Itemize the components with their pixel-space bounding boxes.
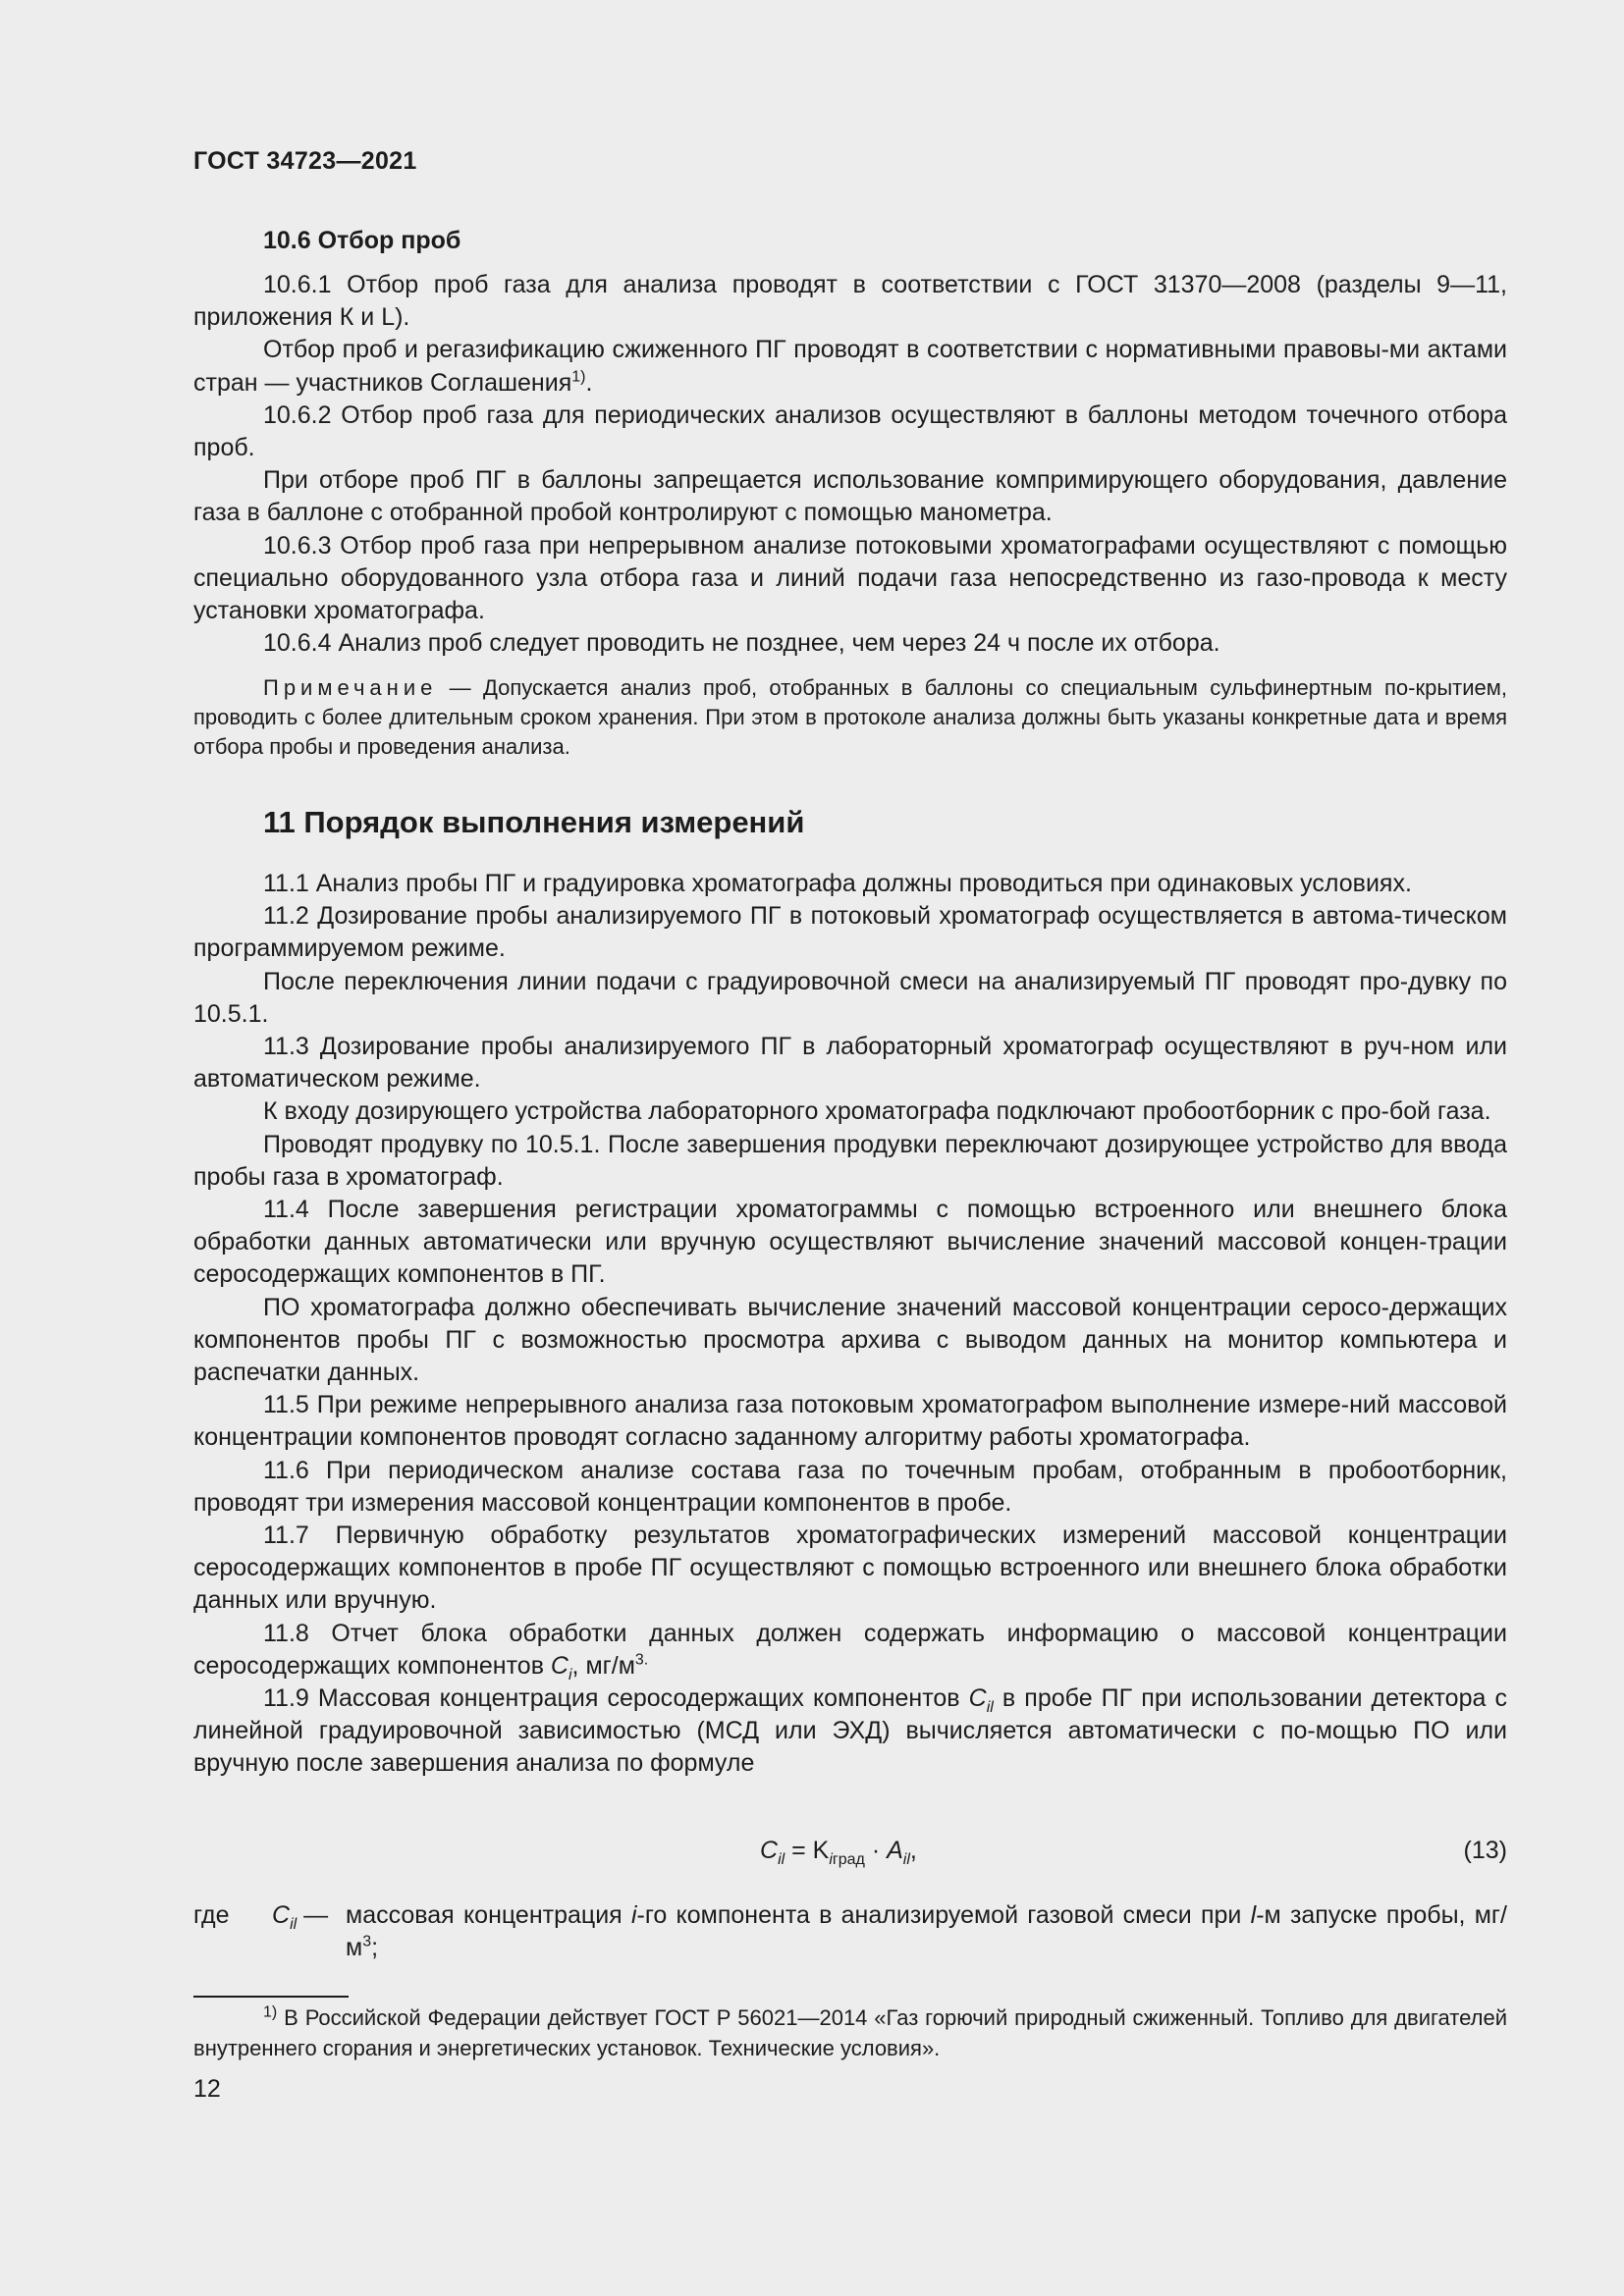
section-10-6-body — [193, 269, 1507, 660]
formula-expression: $C_{il} = K_{iград} \cdot A_{il}$, — [760, 1837, 917, 1868]
paragraph: Проводят продувку по 10.5.1. После завершения продувки переключают дозирующее устройство для ввода пробы газа в хроматограф. — [193, 1130, 1507, 1191]
where-label: где — [193, 1901, 230, 1929]
note — [193, 673, 1507, 762]
footnote-text: В Российской Федерации действует ГОСТ Р 56021—2014 «Газ горючий природный сжиженный. Топливо для двигателей внутреннего сгорания и энергетических установок. Технические условия». — [193, 2005, 1507, 2060]
footnote-ref: 1) — [571, 368, 586, 386]
paragraph: 11.2 Дозирование пробы анализируемого ПГ в потоковый хроматограф осуществляется в автома-тическом программируемом режиме. — [193, 902, 1507, 963]
paragraph: После переключения линии подачи с градуировочной смеси на анализируемый ПГ проводят про-дувку по 10.5.1. — [193, 967, 1507, 1028]
paragraph: ПО хроматографа должно обеспечивать вычисление значений массовой концентрации серосо-держащих компонентов пробы ПГ с возможностью просмотра архива с выводом данных на монитор компьютера и распечатки данных. — [193, 1293, 1507, 1387]
paragraph: 11.3 Дозирование пробы анализируемого ПГ в лабораторный хроматограф осуществляют в руч-ном или автоматическом режиме. — [193, 1033, 1507, 1094]
paragraph: 11.4 После завершения регистрации хроматограммы с помощью встроенного или внешнего блока обработки данных автоматически или вручную осуществляют вычисление значений массовой концен-трации серосодержащих компонентов в ПГ. — [193, 1196, 1507, 1289]
paragraph: При отборе проб ПГ в баллоны запрещается использование компримирующего оборудования, давление газа в баллоне с отобранной пробой контролируют с помощью манометра. — [193, 466, 1507, 527]
note-text: — Допускается анализ проб, отобранных в баллоны со специальным сульфинертным по-крытием, проводить с более длительным сроком хранения. При этом в протоколе анализа должны быть указаны конкретные дата и время отбора пробы и проведения анализа. — [193, 675, 1507, 759]
footnote — [193, 2002, 1507, 2063]
paragraph: 11.9 Массовая концентрация серосодержащих компонентов $C_{il}$ в пробе ПГ при использовании детектора с линейной градуировочной зависимостью (МСД или ЭХД) вычисляется автоматически с по-мощью ПО или вручную после завершения анализа по формуле — [193, 1684, 1507, 1778]
footnote-marker: 1) — [263, 2003, 278, 2021]
document-header: ГОСТ 34723—2021 — [193, 147, 417, 175]
formula-13 — [193, 1837, 1507, 1876]
paragraph: 11.5 При режиме непрерывного анализа газа потоковым хроматографом выполнение измере-ний массовой концентрации компонентов проводят согласно заданному алгоритму работы хроматографа. — [193, 1391, 1507, 1452]
section-10-6-title: 10.6 Отбор проб — [263, 227, 461, 254]
paragraph: 10.6.4 Анализ проб следует проводить не позднее, чем через 24 ч после их отбора. — [263, 629, 1220, 658]
paragraph: 11.7 Первичную обработку результатов хроматографических измерений массовой концентрации серосодержащих компонентов в пробе ПГ осуществляют с помощью встроенного или внешнего блока обработки данных или вручную. — [193, 1522, 1507, 1615]
paragraph: 10.6.1 Отбор проб газа для анализа проводят в соответствии с ГОСТ 31370—2008 (разделы 9—11, приложения К и L). — [193, 271, 1507, 332]
where-description: массовая концентрация i-го компонента в анализируемой газовой смеси при l-м запуске пробы, $мг/м^3$; — [346, 1901, 1507, 1961]
paragraph: К входу дозирующего устройства лабораторного хроматографа подключают пробоотборник с про-бой газа. — [263, 1097, 1491, 1126]
paragraph: 11.8 Отчет блока обработки данных должен содержать информацию о массовой концентрации серосодержащих компонентов $C_i$, $мг/м^{3.}$ — [193, 1619, 1507, 1683]
paragraph: 10.6.3 Отбор проб газа при непрерывном анализе потоковыми хроматографами осуществляют с помощью специально оборудованного узла отбора газа и линий подачи газа непосредственно из газо-провода к месту установки хроматографа. — [193, 531, 1507, 625]
paragraph: 10.6.2 Отбор проб газа для периодических анализов осуществляют в баллоны методом точечного отбора проб. — [193, 400, 1507, 462]
note-label: Примечание — [263, 675, 438, 700]
footnote-divider — [193, 1996, 349, 1998]
page-number: 12 — [193, 2075, 221, 2103]
formula-number: (13) — [1463, 1837, 1507, 1864]
where-symbol: $C_{il}$ — — [272, 1901, 329, 1933]
paragraph: 11.6 При периодическом анализе состава газа по точечным пробам, отобранным в пробоотборник, проводят три измерения массовой концентрации компонентов в пробе. — [193, 1456, 1507, 1517]
paragraph: 11.1 Анализ пробы ПГ и градуировка хроматографа должны проводиться при одинаковых условиях. — [263, 870, 1412, 897]
paragraph: Отбор проб и регазификацию сжиженного ПГ проводят в соответствии с нормативными правовы-ми актами стран — участников Соглашения$^{1)}$. — [193, 336, 1507, 397]
section-11-title: 11 Порядок выполнения измерений — [263, 805, 805, 839]
section-11-body — [193, 868, 1507, 1781]
